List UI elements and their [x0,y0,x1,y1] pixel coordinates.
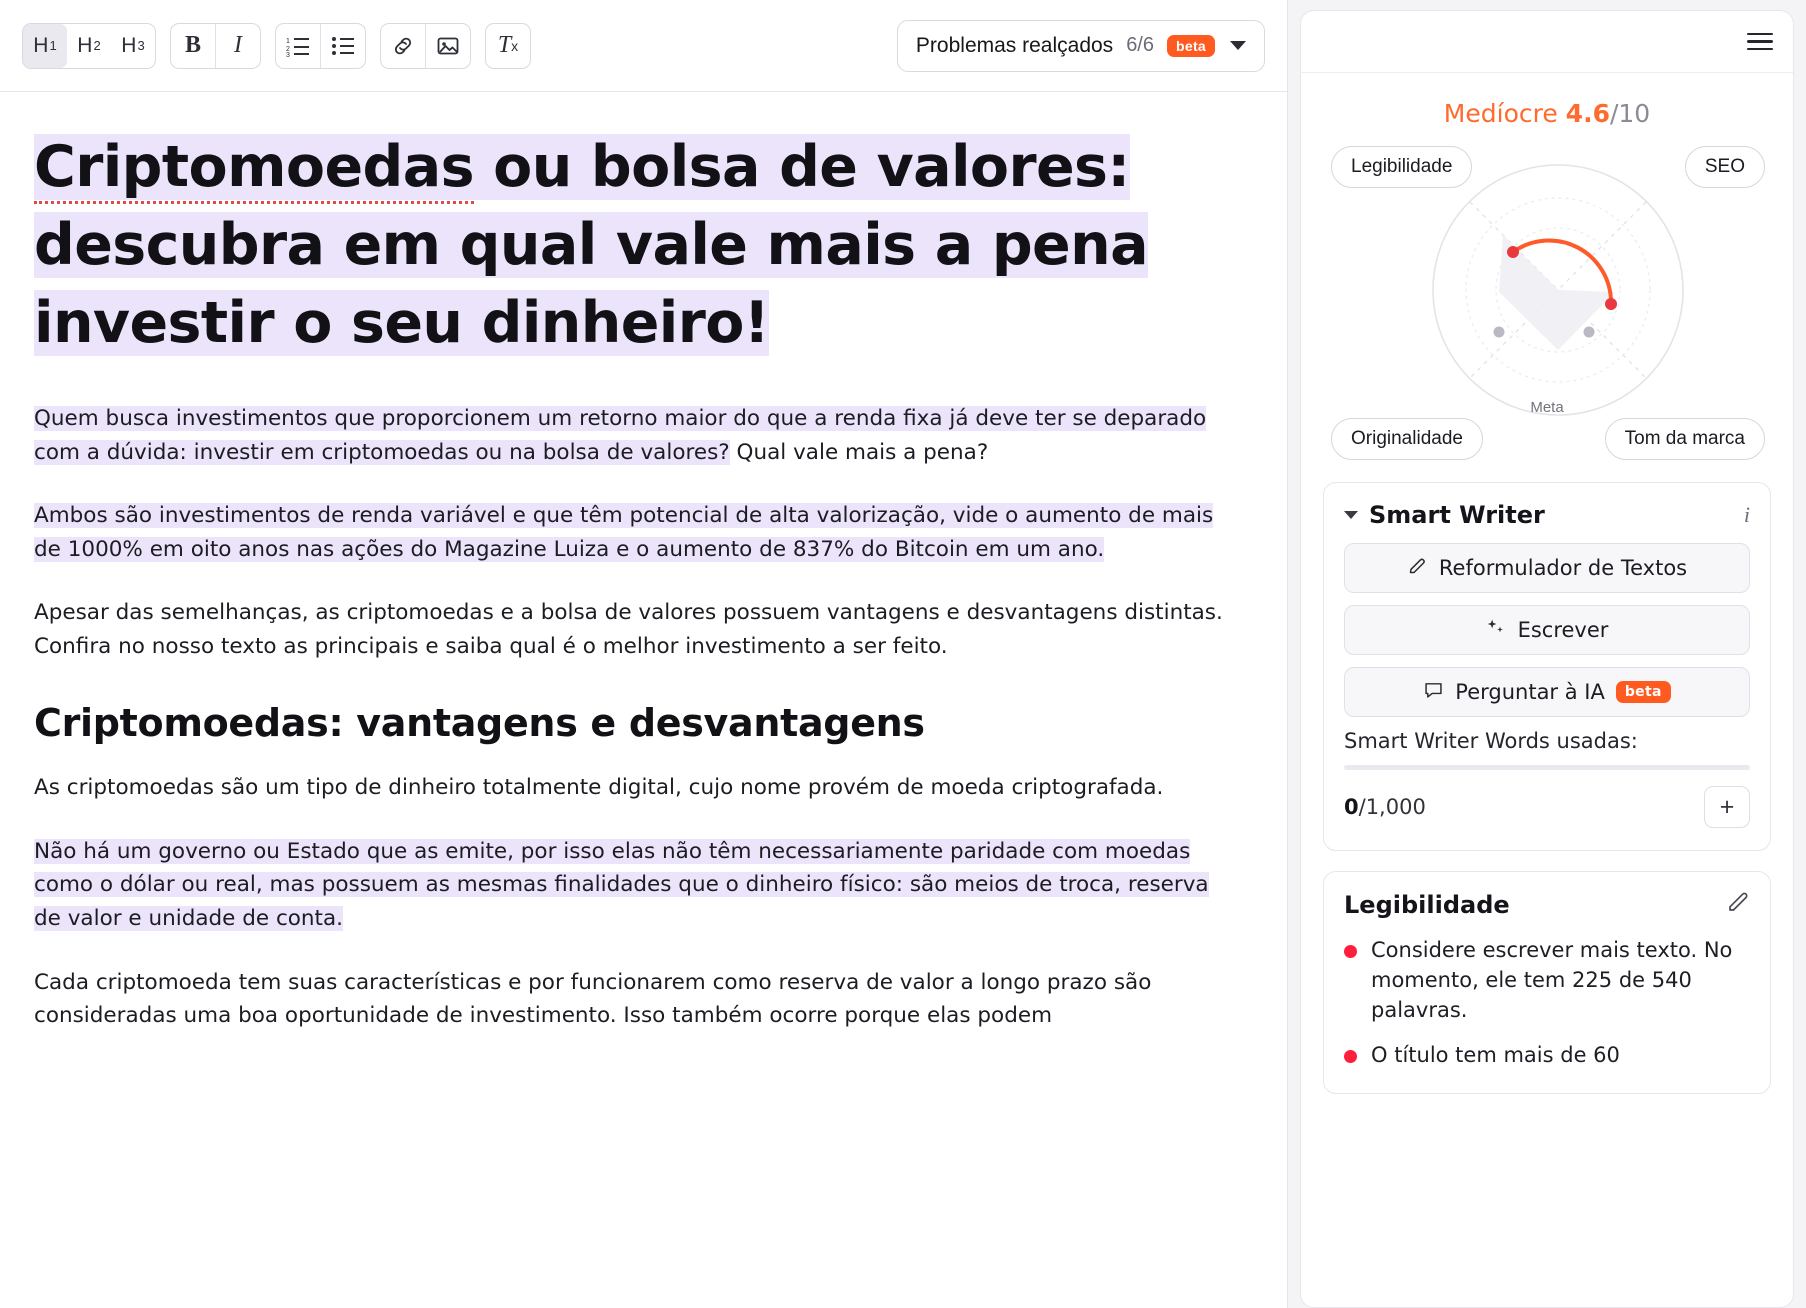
radar-center-label: Meta [1530,399,1564,416]
h2-label: H [77,33,93,57]
add-words-button[interactable]: + [1704,786,1750,828]
legibilidade-header [1344,890,1750,920]
title-rest: ou bolsa de valores: descubra em qual vale mais a pena investir o seu dinheiro! [34,134,1148,357]
chat-icon [1423,679,1444,705]
link-button[interactable] [381,24,425,68]
beta-badge: beta [1167,35,1215,57]
legibilidade-title: Legibilidade [1344,891,1510,919]
issue-bullet-icon [1344,1050,1357,1063]
paragraph-4[interactable]: As criptomoedas são um tipo de dinheiro totalmente digital, cujo nome provém de moeda criptografada. [34,775,1164,801]
title-misspelled-word: Criptomoedas [34,134,474,204]
overall-score [1323,99,1771,128]
text-style-group [170,23,261,69]
smart-writer-title: Smart Writer [1369,501,1545,529]
paragraph-2-highlight: Ambos são investimentos de renda variável e que têm potencial de alta valorização, vide o aumento de mais de 1000% em oito anos nas ações do Magazine Luiza e o aumento de 837% do Bitcoin em um ano. [34,503,1214,562]
document-title[interactable] [34,128,1214,362]
sidebar [1288,0,1806,1308]
bullet-list-icon [331,35,355,57]
document-heading-2[interactable]: Criptomoedas: vantagens e desvantagens [34,701,925,746]
info-icon[interactable]: i [1743,502,1750,527]
pencil-icon[interactable] [1726,890,1750,920]
insert-group [380,23,471,69]
radar-axis-tom-da-marca[interactable]: Tom da marca [1605,418,1765,460]
radar-axis-seo[interactable]: SEO [1685,146,1765,188]
ordered-list-button[interactable] [276,24,320,68]
chevron-down-icon [1230,41,1246,50]
words-used: 0 [1344,795,1359,819]
sidebar-panel [1300,10,1794,1308]
words-counter [1344,795,1426,819]
ordered-list-icon [286,35,310,57]
italic-button[interactable]: I [216,24,260,68]
legibilidade-card [1323,871,1771,1094]
smart-writer-card [1323,482,1771,851]
words-progress-bar [1344,765,1750,770]
list-group [275,23,366,69]
edit-square-icon [1407,555,1428,581]
sidebar-header [1301,11,1793,73]
clear-format-group [485,23,531,69]
smart-writer-header [1344,501,1750,529]
beta-badge: beta [1616,681,1671,703]
document-editor[interactable] [0,92,1287,1308]
h1-label: H [33,33,49,57]
highlighted-issues-selector[interactable] [897,20,1265,72]
perguntar-a-ia-button[interactable] [1344,667,1750,717]
reformulador-label: Reformulador de Textos [1438,556,1688,580]
sidebar-content [1301,73,1793,1307]
score-radar-chart [1323,132,1771,462]
editor-toolbar [0,0,1287,92]
paragraph-5[interactable] [34,835,1234,936]
legibilidade-issue-1 [1344,936,1750,1025]
hamburger-icon[interactable] [1747,33,1773,51]
h1-sub: 1 [49,38,57,53]
issues-count: 6/6 [1126,34,1154,56]
svg-text:3: 3 [286,51,290,57]
words-total: /1,000 [1358,795,1426,819]
image-icon [436,34,460,58]
smart-writer-words-label: Smart Writer Words usadas: [1344,729,1638,753]
issue-2-text: O título tem mais de 60 [1371,1043,1620,1068]
escrever-label: Escrever [1517,618,1609,642]
paragraph-3[interactable]: Apesar das semelhanças, as criptomoedas e a bolsa de valores possuem vantagens e desvantagens distintas. Confira no nosso texto as principais e saiba qual é o melhor investimento a ser feito. [34,600,1223,659]
h2-sub: 2 [93,38,101,53]
paragraph-2[interactable] [34,499,1234,566]
sparkle-icon [1486,617,1507,643]
issue-1-text: Considere escrever mais texto. No momento, ele tem 225 de 540 palavras. [1371,938,1733,1022]
h3-label: H [121,33,137,57]
heading-button-group [22,23,156,69]
chevron-down-icon[interactable] [1344,511,1358,519]
escrever-button[interactable] [1344,605,1750,655]
bold-button[interactable]: B [171,24,215,68]
radar-axis-originalidade[interactable]: Originalidade [1331,418,1483,460]
bullet-list-button[interactable] [321,24,365,68]
issues-label: Problemas realçados [915,33,1114,57]
issue-bullet-icon [1344,945,1357,958]
link-icon [391,34,415,58]
image-button[interactable] [426,24,470,68]
words-counter-row [1344,786,1750,828]
paragraph-1[interactable] [34,402,1234,469]
legibilidade-issue-2 [1344,1041,1750,1071]
heading-3-button[interactable] [111,24,155,68]
paragraph-5-highlight: Não há um governo ou Estado que as emite, por isso elas não têm necessariamente paridade com moedas como o dólar ou real, mas possuem as mesmas finalidades que o dinheiro físico: são meios de troca, reserva de valor e unidade de conta. [34,838,1209,932]
h3-sub: 3 [137,38,145,53]
heading-1-button[interactable] [23,24,67,68]
svg-text:1: 1 [286,37,290,45]
paragraph-6[interactable]: Cada criptomoeda tem suas características e por funcionarem como reserva de valor a longo prazo são consideradas uma boa oportunidade de investimento. Isso também ocorre porque elas podem [34,969,1152,1029]
score-value: 4.6 [1565,99,1610,128]
heading-2-button[interactable] [67,24,111,68]
paragraph-1-plain: Qual vale mais a pena? [729,439,989,465]
svg-text:2: 2 [286,45,290,53]
reformulador-de-textos-button[interactable] [1344,543,1750,593]
clear-formatting-button[interactable]: T x [486,24,530,68]
score-rating-label: Medíocre [1443,99,1558,128]
score-out-of: /10 [1609,99,1651,128]
perguntar-label: Perguntar à IA [1455,680,1605,704]
radar-axis-legibilidade[interactable]: Legibilidade [1331,146,1472,188]
paragraph-1-highlight: Quem busca investimentos que proporcionem um retorno maior do que a renda fixa já deve ter se deparado com a dúvida: investir em criptomoedas ou na bolsa de valores? [34,406,1207,465]
